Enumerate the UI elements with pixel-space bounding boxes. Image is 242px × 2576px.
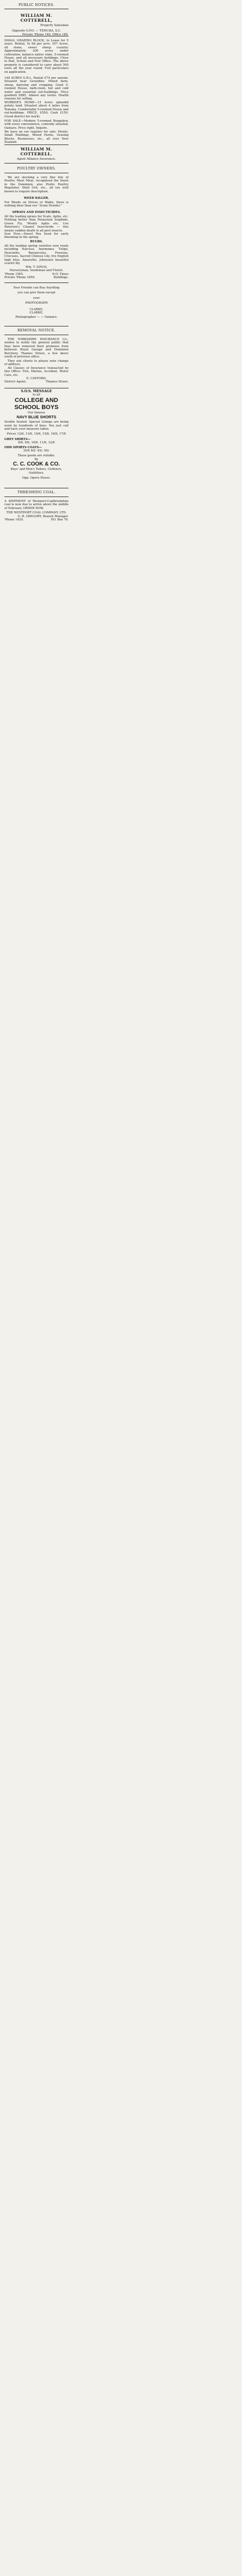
threshing-contact-row <box>4 518 69 522</box>
college-heading: COLLEGE AND <box>15 397 58 404</box>
clarke-line: you can give them except <box>17 291 55 295</box>
divider <box>4 144 69 145</box>
divider <box>4 163 69 164</box>
sings-name: Wm. T. SINGS, <box>25 266 48 269</box>
cotterell-agent-ad <box>4 147 69 161</box>
school-heading: SCHOOL BOYS <box>14 404 59 411</box>
sos-message: S.O.S. MESSAGE <box>21 389 52 393</box>
cook-address: Opp. Opera House. <box>22 476 51 480</box>
threshing-company: THE WESTPORT COAL COMPANY, LTD. <box>6 511 67 515</box>
famous: Our famous <box>28 411 45 414</box>
divider <box>4 282 69 283</box>
clarke-ad <box>4 286 69 319</box>
sow-now: Sow Now.—Sweet Pea Seed for early blooming in the spring. <box>4 233 69 240</box>
odd-prices: 35/6 40/- 45/- 50/- <box>23 449 50 453</box>
ad-text: SMALL GRAZING BLOCK, to Lease for 5 years. Rental, 5s 6d per acre. 557 Acres, all stone, sweet sheep country. Approximately 200 acres under cultivation, balance native state. 5-roomed House, and all necessary buildings. Close to Rail, School and Post Office. The above property is considered to carry about 500 ewes all the year round. Full particulars on application. <box>4 39 69 74</box>
acres-ad <box>4 77 69 102</box>
cotterell-address: Opposite G.P.O. — TEMUKA, S.C. <box>11 29 61 33</box>
bulbs-body: All the leading spring varieties now ready including Narcissi, Anemones, Tulips, Hyacinths, Ranunculus, Freesias, Crocuses, Sacred Chinese Lily, Iris English high blue, Amaryllis, Johnsonii beautiful scarlet lily. <box>4 244 69 266</box>
ad-text: 148 ACRES G.R.L. Rental £74 per annum. Situated near Geraldine. Mixed farm, sheep, dairying and cropping. Good 5-roomed House, bath-room, hot and cold water and essential out-buildings. Price goodwill £885. Almost any terms. Health reasons for selling. <box>4 77 69 101</box>
threshing-body: A SHIPMENT of Westport-Coalbrookdale coal is now due to arrive about the middle of February, ORDER NOW. <box>4 500 69 510</box>
cotterell-name: WILLIAM M. COTTERELL, <box>20 13 53 23</box>
agent-row <box>4 380 69 384</box>
threshing-manager: G. R. GREGORY, Branch Manager. <box>17 514 69 518</box>
threshing-header: THRESHING COAL. <box>17 490 56 494</box>
removal-header: REMOVAL NOTICE. <box>17 328 55 332</box>
register-ad <box>4 130 69 146</box>
threshing-ad <box>4 500 69 522</box>
weed-killer-body: For Weeds on Drives or Walks, there is nothing finer than our "Acme Powder." <box>4 201 69 208</box>
sings-ad <box>4 266 69 280</box>
clarke-name: CLARKE, <box>29 307 44 311</box>
grazing-block-ad <box>4 39 69 75</box>
bulbs-heading: BULBS. <box>30 240 43 243</box>
cook-firm: C. C. COOK & CO. <box>13 461 60 468</box>
sprays-heading: SPRAYS AND INSECTICIDES. <box>12 211 61 214</box>
cotterell-phone: Private 'Phone 140, Office 188. <box>22 33 69 36</box>
reliable: These goods are reliable. <box>17 454 55 458</box>
clarke-role: Photographer — — Oamaru. <box>15 316 58 319</box>
navy-heading: NAVY BLUE SHORTS <box>16 414 57 420</box>
ad-text: FOR SALE—Modern 5-roomed Bungalow, with every convenience, centrally situated, Oamaru. Price right. Inquire. <box>4 120 69 130</box>
cotterell-role: Agent Alliance Assurance. <box>17 158 56 161</box>
sings-address: N.O. Times <box>52 272 69 276</box>
public-notices-header: PUBLIC NOTICES. <box>18 3 54 7</box>
removal-body: All Classes of Insurance transacted by this Office: Fire, Marine, Accident, Motor Cars, etc. <box>4 367 69 377</box>
poultry-header: POULTRY OWNERS. <box>17 166 56 171</box>
by: By <box>34 457 39 461</box>
sings-phone: 'Phone 1565. <box>4 272 24 276</box>
sings-private-row <box>4 276 69 279</box>
agent-title: District Agent; <box>4 380 27 384</box>
cotterell-role: Property Salesman <box>40 24 69 27</box>
clarke-line: Your Friends can Buy Anything <box>13 286 60 290</box>
odd-coats: ODD SPORTS COATS— <box>4 445 42 449</box>
threshing-phone: 'Phone 1420. <box>4 518 24 522</box>
agent-street: Thames Street. <box>46 380 69 384</box>
clarke-line: your <box>33 296 40 300</box>
cotterell-ad <box>4 13 69 36</box>
removal-body: They ask clients to please note change of address. <box>4 360 69 367</box>
to-all: to all <box>33 393 40 397</box>
threshing-box: P.O. Box 76. <box>51 518 69 522</box>
sprays-body: All the leading sprays for Scale, Aphis, etc. Nothing better than Potassium Sulphide, Green Fly, 'Woolly Aphis etc. Use Paterson's Cleanol Insecticide — this means sudden death to all pest insects. <box>4 215 69 233</box>
workers-home-ad <box>4 101 69 120</box>
cook-trade: Boys' and Men's Tailors, Clothiers, Outfitters, <box>10 468 63 475</box>
agent-name: E. CAYFORD, <box>26 377 47 380</box>
poultry-intro: We are stocking a very fine line of Poultry Meat Meal, recognised the finest in the Dominion; also Pratts Poultry Regulator, Shell Grit, etc., all too well known to require description. <box>4 176 69 193</box>
grey-shirts: GREY SHIRTS— <box>4 437 31 441</box>
removal-body: THE YORKSHIRE INSURANCE Co., wishes to notify the general public that they have removed their premises from between Royal Garage and Dominion Butchery, Thames Street, a few doors south of previous office. <box>4 338 69 359</box>
ad-text: We have on our register for sale: Hotels, Small Holdings, Mixed Farms, Grazing Blocks, Businesses, etc., all over New Zealand. <box>4 130 69 144</box>
cook-ad <box>4 390 69 480</box>
grey-prices: 8/6, 9/6, 10/6, 11/6, 12/6 <box>18 441 55 445</box>
weed-killer-heading: WEED KILLER. <box>23 197 49 200</box>
prices: Prices 12/6, 13/6, 14/6, 15/6, 16/6, 17/6 <box>7 432 66 436</box>
removal-agent <box>4 377 69 384</box>
bungalow-ad <box>4 120 69 131</box>
clarke-photograph: PHOTOGRAPH <box>25 301 48 305</box>
sings-buildings: Buildings. <box>53 276 69 280</box>
sings-private-phone: Private 'Phone 1859. <box>4 276 35 280</box>
clarke-name: CLARKE, <box>29 311 44 315</box>
ad-text: WORKER'S HOME—15 Acres splendid potato land. Situated about 4 miles from Temuka. Comfortable 5-roomed House and out-buildings. PRICE, £550; Cash £150. (Good district for work). <box>4 101 69 118</box>
cook-body: Double Seated. Special Linings are being worn by hundreds of boys. You just call and have your measure taken. <box>4 420 69 431</box>
cotterell-name: WILLIAM M. COTTERELL. <box>20 147 53 156</box>
sings-role: Nurseryman, Seedsman and Florist. <box>9 269 64 273</box>
